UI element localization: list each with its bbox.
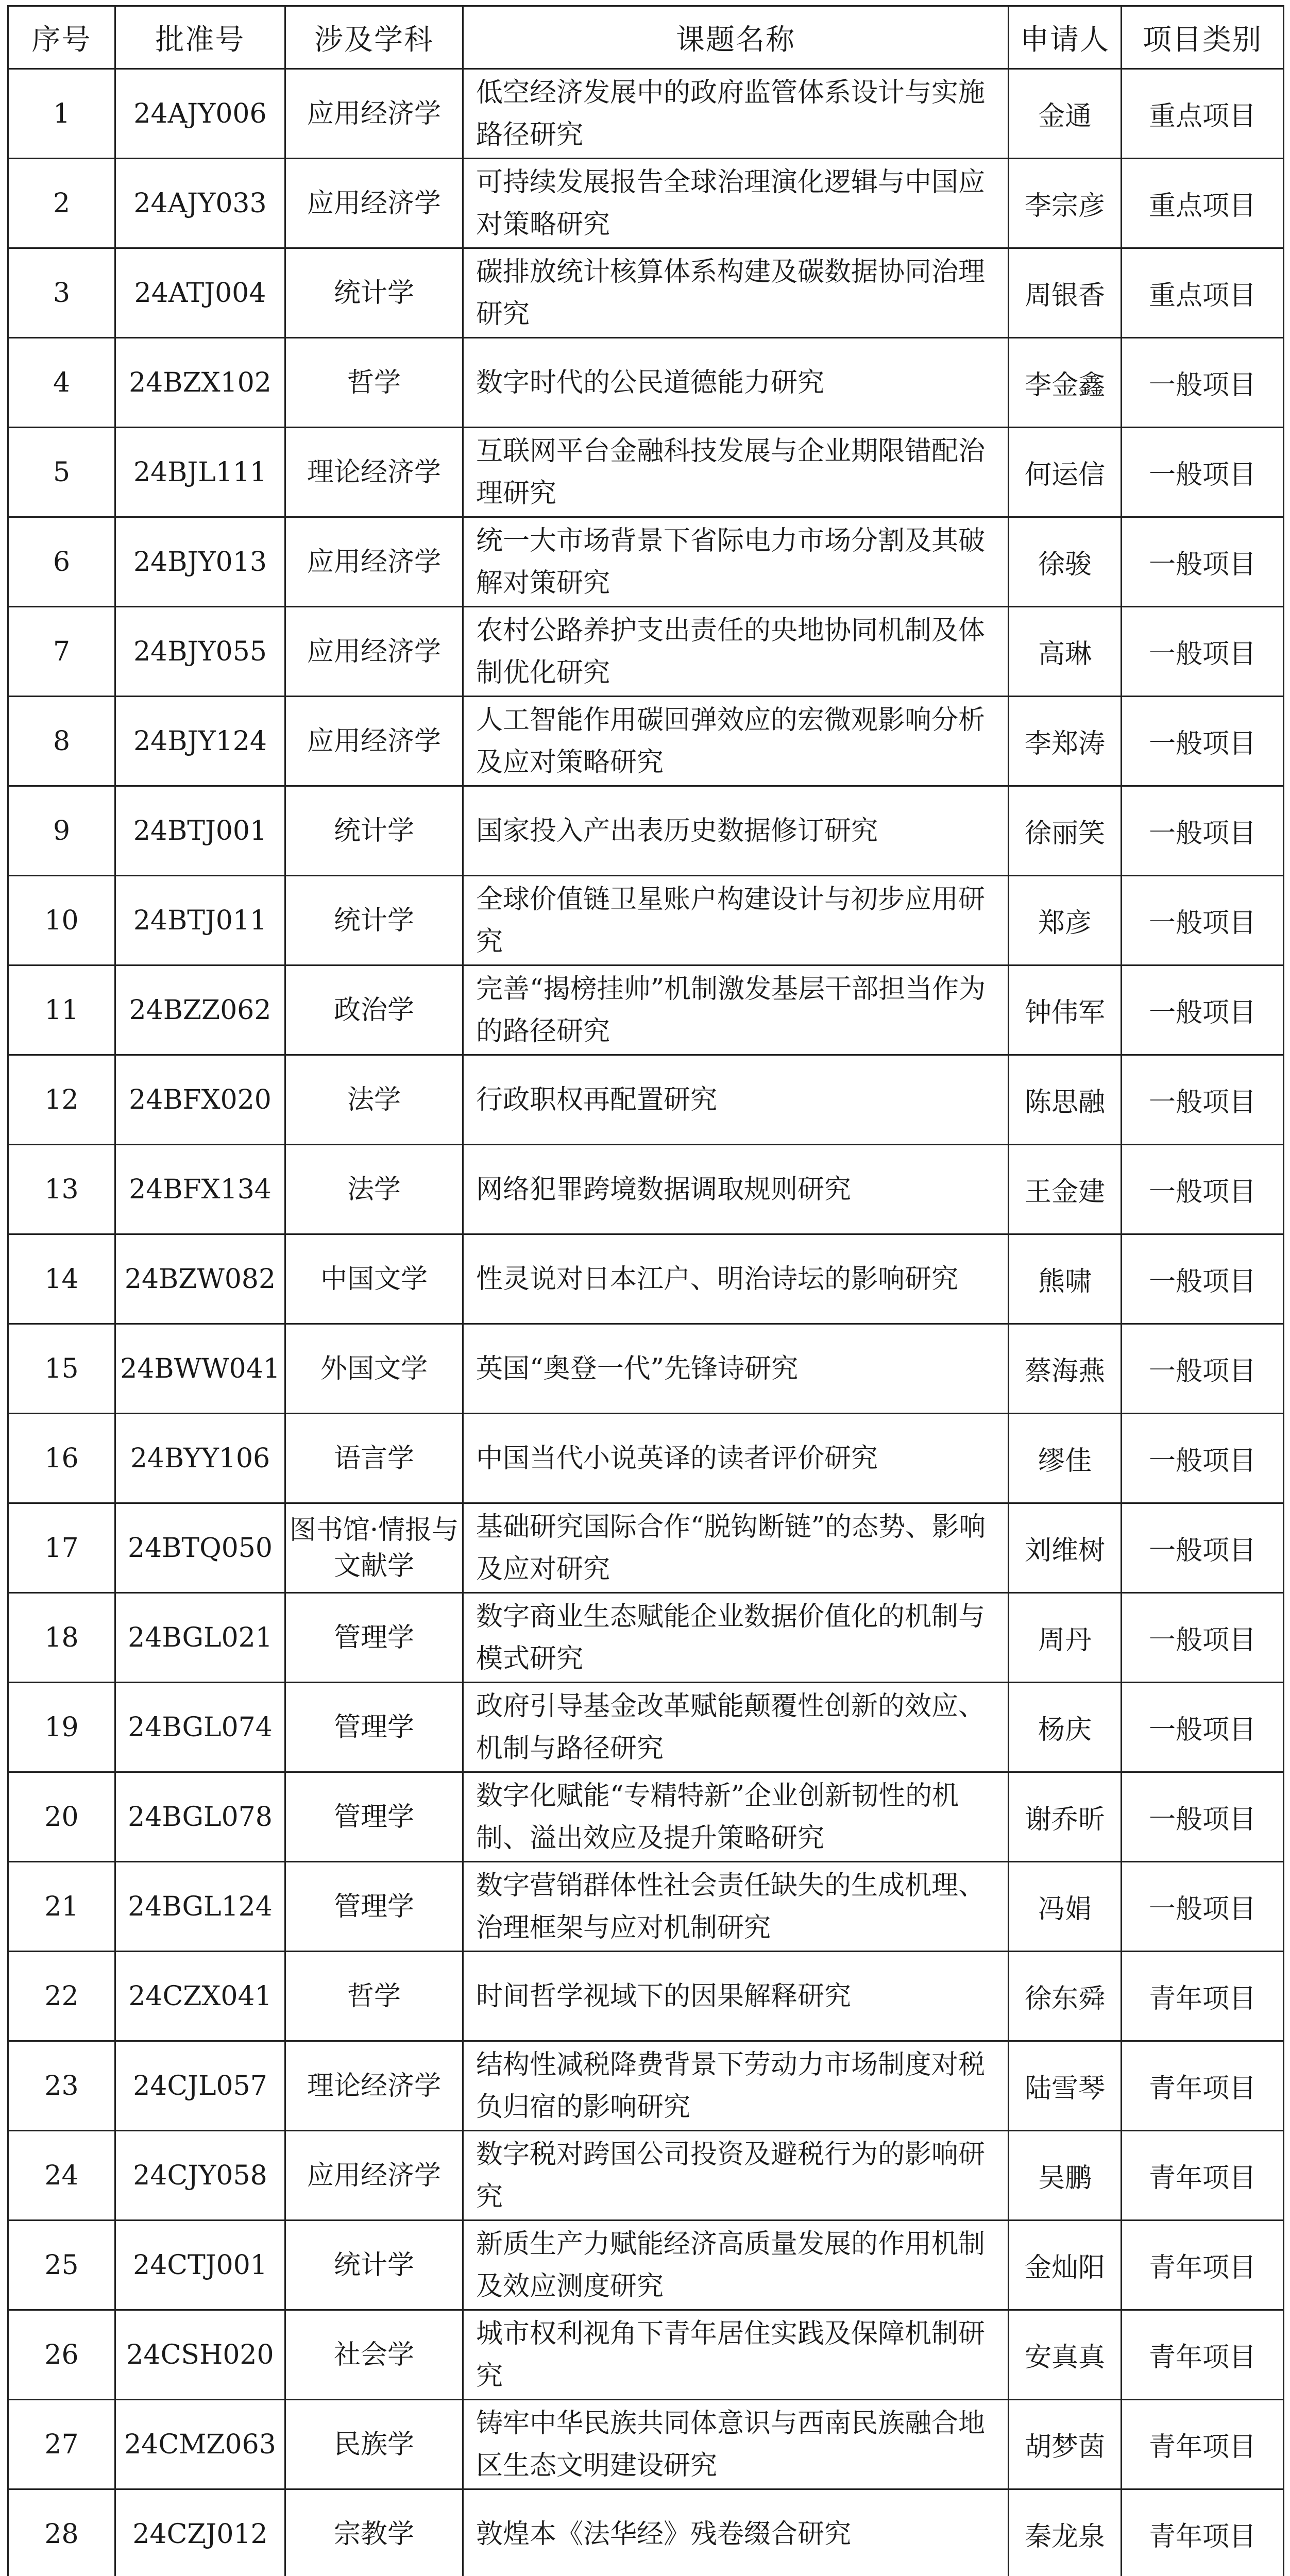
cell-project-title: 结构性减税降费背景下劳动力市场制度对税负归宿的影响研究 — [463, 2041, 1009, 2131]
cell-serial-number: 24 — [8, 2131, 115, 2221]
cell-applicant: 高琳 — [1009, 607, 1122, 697]
cell-subject: 哲学 — [285, 1952, 463, 2041]
cell-approval-number: 24CJL057 — [115, 2041, 285, 2131]
cell-subject: 中国文学 — [285, 1234, 463, 1324]
cell-subject: 社会学 — [285, 2310, 463, 2400]
cell-applicant: 李金鑫 — [1009, 338, 1122, 428]
cell-project-title: 城市权利视角下青年居住实践及保障机制研究 — [463, 2310, 1009, 2400]
table-row — [8, 607, 1284, 697]
cell-approval-number: 24AJY006 — [115, 69, 285, 159]
table-row — [8, 2400, 1284, 2489]
cell-project-title: 英国“奥登一代”先锋诗研究 — [463, 1324, 1009, 1414]
cell-serial-number: 16 — [8, 1414, 115, 1503]
cell-project-category: 一般项目 — [1122, 517, 1284, 607]
cell-approval-number: 24CZX041 — [115, 1952, 285, 2041]
cell-subject: 宗教学 — [285, 2489, 463, 2576]
cell-project-title: 性灵说对日本江户、明治诗坛的影响研究 — [463, 1234, 1009, 1324]
cell-project-category: 一般项目 — [1122, 1234, 1284, 1324]
cell-serial-number: 19 — [8, 1683, 115, 1772]
header-subject: 涉及学科 — [285, 6, 463, 69]
cell-subject: 政治学 — [285, 965, 463, 1055]
cell-approval-number: 24ATJ004 — [115, 248, 285, 338]
cell-project-title: 新质生产力赋能经济高质量发展的作用机制及效应测度研究 — [463, 2221, 1009, 2310]
cell-approval-number: 24CMZ063 — [115, 2400, 285, 2489]
cell-serial-number: 27 — [8, 2400, 115, 2489]
cell-applicant: 蔡海燕 — [1009, 1324, 1122, 1414]
header-approval-number: 批准号 — [115, 6, 285, 69]
cell-approval-number: 24BJY013 — [115, 517, 285, 607]
cell-serial-number: 21 — [8, 1862, 115, 1952]
table-row — [8, 159, 1284, 248]
cell-project-category: 一般项目 — [1122, 1683, 1284, 1772]
table-row — [8, 876, 1284, 965]
cell-approval-number: 24AJY033 — [115, 159, 285, 248]
table-row — [8, 2041, 1284, 2131]
cell-project-category: 一般项目 — [1122, 1414, 1284, 1503]
cell-project-category: 一般项目 — [1122, 1055, 1284, 1145]
cell-applicant: 杨庆 — [1009, 1683, 1122, 1772]
cell-applicant: 李郑涛 — [1009, 697, 1122, 786]
cell-serial-number: 1 — [8, 69, 115, 159]
cell-project-title: 碳排放统计核算体系构建及碳数据协同治理研究 — [463, 248, 1009, 338]
project-table — [7, 5, 1284, 2576]
cell-approval-number: 24BZX102 — [115, 338, 285, 428]
table-body — [8, 69, 1284, 2576]
cell-project-title: 全球价值链卫星账户构建设计与初步应用研究 — [463, 876, 1009, 965]
cell-approval-number: 24CSH020 — [115, 2310, 285, 2400]
cell-serial-number: 5 — [8, 428, 115, 517]
cell-subject: 理论经济学 — [285, 2041, 463, 2131]
cell-applicant: 谢乔昕 — [1009, 1772, 1122, 1862]
cell-approval-number: 24BJY055 — [115, 607, 285, 697]
cell-project-title: 低空经济发展中的政府监管体系设计与实施路径研究 — [463, 69, 1009, 159]
table-row — [8, 1683, 1284, 1772]
cell-applicant: 秦龙泉 — [1009, 2489, 1122, 2576]
cell-approval-number: 24BWW041 — [115, 1324, 285, 1414]
cell-applicant: 何运信 — [1009, 428, 1122, 517]
cell-applicant: 吴鹏 — [1009, 2131, 1122, 2221]
cell-serial-number: 12 — [8, 1055, 115, 1145]
cell-subject: 理论经济学 — [285, 428, 463, 517]
cell-project-title: 可持续发展报告全球治理演化逻辑与中国应对策略研究 — [463, 159, 1009, 248]
cell-approval-number: 24CTJ001 — [115, 2221, 285, 2310]
cell-applicant: 徐东舜 — [1009, 1952, 1122, 2041]
cell-applicant: 钟伟军 — [1009, 965, 1122, 1055]
cell-project-title: 统一大市场背景下省际电力市场分割及其破解对策研究 — [463, 517, 1009, 607]
cell-project-category: 青年项目 — [1122, 2400, 1284, 2489]
cell-serial-number: 26 — [8, 2310, 115, 2400]
cell-project-category: 重点项目 — [1122, 248, 1284, 338]
cell-project-title: 数字化赋能“专精特新”企业创新韧性的机制、溢出效应及提升策略研究 — [463, 1772, 1009, 1862]
cell-project-category: 一般项目 — [1122, 1593, 1284, 1683]
cell-applicant: 王金建 — [1009, 1145, 1122, 1234]
cell-applicant: 陆雪琴 — [1009, 2041, 1122, 2131]
table-row — [8, 1055, 1284, 1145]
table-row — [8, 1145, 1284, 1234]
cell-project-title: 网络犯罪跨境数据调取规则研究 — [463, 1145, 1009, 1234]
table-row — [8, 2131, 1284, 2221]
cell-subject: 哲学 — [285, 338, 463, 428]
cell-project-title: 数字营销群体性社会责任缺失的生成机理、治理框架与应对机制研究 — [463, 1862, 1009, 1952]
cell-subject: 管理学 — [285, 1862, 463, 1952]
cell-subject: 外国文学 — [285, 1324, 463, 1414]
cell-serial-number: 3 — [8, 248, 115, 338]
cell-project-category: 青年项目 — [1122, 2131, 1284, 2221]
cell-applicant: 陈思融 — [1009, 1055, 1122, 1145]
cell-applicant: 周丹 — [1009, 1593, 1122, 1683]
cell-applicant: 安真真 — [1009, 2310, 1122, 2400]
cell-applicant: 刘维树 — [1009, 1503, 1122, 1593]
cell-project-category: 青年项目 — [1122, 2221, 1284, 2310]
table-row — [8, 1593, 1284, 1683]
cell-serial-number: 10 — [8, 876, 115, 965]
cell-subject: 管理学 — [285, 1683, 463, 1772]
header-applicant: 申请人 — [1009, 6, 1122, 69]
cell-applicant: 周银香 — [1009, 248, 1122, 338]
cell-approval-number: 24BGL074 — [115, 1683, 285, 1772]
cell-serial-number: 11 — [8, 965, 115, 1055]
table-header-row — [8, 6, 1284, 69]
cell-serial-number: 15 — [8, 1324, 115, 1414]
table-row — [8, 2489, 1284, 2576]
table-row — [8, 786, 1284, 876]
cell-serial-number: 4 — [8, 338, 115, 428]
cell-project-title: 时间哲学视域下的因果解释研究 — [463, 1952, 1009, 2041]
table-row — [8, 1503, 1284, 1593]
cell-subject: 法学 — [285, 1055, 463, 1145]
cell-approval-number: 24BFX020 — [115, 1055, 285, 1145]
cell-subject: 统计学 — [285, 786, 463, 876]
cell-project-category: 重点项目 — [1122, 69, 1284, 159]
cell-subject: 统计学 — [285, 876, 463, 965]
cell-project-category: 一般项目 — [1122, 786, 1284, 876]
cell-project-category: 一般项目 — [1122, 607, 1284, 697]
header-serial-number: 序号 — [8, 6, 115, 69]
cell-project-title: 铸牢中华民族共同体意识与西南民族融合地区生态文明建设研究 — [463, 2400, 1009, 2489]
cell-subject: 应用经济学 — [285, 159, 463, 248]
cell-project-category: 青年项目 — [1122, 1952, 1284, 2041]
cell-serial-number: 7 — [8, 607, 115, 697]
cell-approval-number: 24CJY058 — [115, 2131, 285, 2221]
cell-project-category: 一般项目 — [1122, 1324, 1284, 1414]
cell-subject: 管理学 — [285, 1593, 463, 1683]
cell-serial-number: 17 — [8, 1503, 115, 1593]
cell-project-title: 中国当代小说英译的读者评价研究 — [463, 1414, 1009, 1503]
cell-serial-number: 14 — [8, 1234, 115, 1324]
header-project-category: 项目类别 — [1122, 6, 1284, 69]
cell-approval-number: 24BFX134 — [115, 1145, 285, 1234]
cell-project-category: 重点项目 — [1122, 159, 1284, 248]
cell-subject: 图书馆·情报与文献学 — [285, 1503, 463, 1593]
project-list-document — [7, 5, 1283, 2576]
table-row — [8, 248, 1284, 338]
header-project-title: 课题名称 — [463, 6, 1009, 69]
cell-approval-number: 24BGL078 — [115, 1772, 285, 1862]
cell-approval-number: 24CZJ012 — [115, 2489, 285, 2576]
cell-approval-number: 24BGL021 — [115, 1593, 285, 1683]
cell-project-title: 行政职权再配置研究 — [463, 1055, 1009, 1145]
cell-subject: 统计学 — [285, 2221, 463, 2310]
cell-applicant: 胡梦茵 — [1009, 2400, 1122, 2489]
cell-project-category: 一般项目 — [1122, 428, 1284, 517]
cell-approval-number: 24BGL124 — [115, 1862, 285, 1952]
cell-serial-number: 9 — [8, 786, 115, 876]
cell-project-title: 基础研究国际合作“脱钩断链”的态势、影响及应对研究 — [463, 1503, 1009, 1593]
cell-applicant: 冯娟 — [1009, 1862, 1122, 1952]
cell-subject: 法学 — [285, 1145, 463, 1234]
cell-approval-number: 24BJL111 — [115, 428, 285, 517]
cell-subject: 语言学 — [285, 1414, 463, 1503]
cell-approval-number: 24BTJ001 — [115, 786, 285, 876]
cell-approval-number: 24BYY106 — [115, 1414, 285, 1503]
cell-serial-number: 13 — [8, 1145, 115, 1234]
table-row — [8, 2310, 1284, 2400]
cell-project-title: 政府引导基金改革赋能颠覆性创新的效应、机制与路径研究 — [463, 1683, 1009, 1772]
table-row — [8, 428, 1284, 517]
cell-project-title: 数字时代的公民道德能力研究 — [463, 338, 1009, 428]
cell-applicant: 熊啸 — [1009, 1234, 1122, 1324]
cell-approval-number: 24BZZ062 — [115, 965, 285, 1055]
table-row — [8, 517, 1284, 607]
cell-subject: 应用经济学 — [285, 697, 463, 786]
cell-serial-number: 28 — [8, 2489, 115, 2576]
cell-subject: 应用经济学 — [285, 2131, 463, 2221]
table-row — [8, 697, 1284, 786]
cell-project-title: 农村公路养护支出责任的央地协同机制及体制优化研究 — [463, 607, 1009, 697]
table-row — [8, 1324, 1284, 1414]
cell-project-title: 数字商业生态赋能企业数据价值化的机制与模式研究 — [463, 1593, 1009, 1683]
table-row — [8, 1772, 1284, 1862]
cell-project-category: 一般项目 — [1122, 1772, 1284, 1862]
cell-project-category: 一般项目 — [1122, 1145, 1284, 1234]
cell-serial-number: 20 — [8, 1772, 115, 1862]
cell-project-category: 一般项目 — [1122, 965, 1284, 1055]
cell-subject: 管理学 — [285, 1772, 463, 1862]
cell-serial-number: 8 — [8, 697, 115, 786]
table-row — [8, 1952, 1284, 2041]
cell-subject: 应用经济学 — [285, 69, 463, 159]
cell-subject: 应用经济学 — [285, 607, 463, 697]
cell-project-category: 青年项目 — [1122, 2041, 1284, 2131]
cell-project-category: 一般项目 — [1122, 338, 1284, 428]
cell-applicant: 郑彦 — [1009, 876, 1122, 965]
cell-project-title: 国家投入产出表历史数据修订研究 — [463, 786, 1009, 876]
cell-approval-number: 24BTQ050 — [115, 1503, 285, 1593]
table-row — [8, 338, 1284, 428]
cell-applicant: 缪佳 — [1009, 1414, 1122, 1503]
cell-project-category: 一般项目 — [1122, 1862, 1284, 1952]
cell-subject: 应用经济学 — [285, 517, 463, 607]
cell-approval-number: 24BZW082 — [115, 1234, 285, 1324]
cell-serial-number: 2 — [8, 159, 115, 248]
cell-project-category: 青年项目 — [1122, 2310, 1284, 2400]
cell-project-title: 人工智能作用碳回弹效应的宏微观影响分析及应对策略研究 — [463, 697, 1009, 786]
table-row — [8, 69, 1284, 159]
table-row — [8, 965, 1284, 1055]
cell-applicant: 徐丽笑 — [1009, 786, 1122, 876]
cell-project-title: 完善“揭榜挂帅”机制激发基层干部担当作为的路径研究 — [463, 965, 1009, 1055]
table-row — [8, 1862, 1284, 1952]
cell-project-category: 一般项目 — [1122, 1503, 1284, 1593]
cell-project-category: 一般项目 — [1122, 876, 1284, 965]
cell-serial-number: 18 — [8, 1593, 115, 1683]
cell-applicant: 金灿阳 — [1009, 2221, 1122, 2310]
cell-subject: 统计学 — [285, 248, 463, 338]
cell-serial-number: 23 — [8, 2041, 115, 2131]
cell-approval-number: 24BJY124 — [115, 697, 285, 786]
cell-applicant: 李宗彦 — [1009, 159, 1122, 248]
cell-serial-number: 25 — [8, 2221, 115, 2310]
cell-applicant: 徐骏 — [1009, 517, 1122, 607]
cell-project-title: 敦煌本《法华经》残卷缀合研究 — [463, 2489, 1009, 2576]
table-row — [8, 2221, 1284, 2310]
cell-project-title: 数字税对跨国公司投资及避税行为的影响研究 — [463, 2131, 1009, 2221]
cell-serial-number: 6 — [8, 517, 115, 607]
table-row — [8, 1234, 1284, 1324]
cell-project-title: 互联网平台金融科技发展与企业期限错配治理研究 — [463, 428, 1009, 517]
cell-project-category: 一般项目 — [1122, 697, 1284, 786]
table-row — [8, 1414, 1284, 1503]
cell-approval-number: 24BTJ011 — [115, 876, 285, 965]
cell-applicant: 金通 — [1009, 69, 1122, 159]
cell-subject: 民族学 — [285, 2400, 463, 2489]
cell-serial-number: 22 — [8, 1952, 115, 2041]
cell-project-category: 青年项目 — [1122, 2489, 1284, 2576]
